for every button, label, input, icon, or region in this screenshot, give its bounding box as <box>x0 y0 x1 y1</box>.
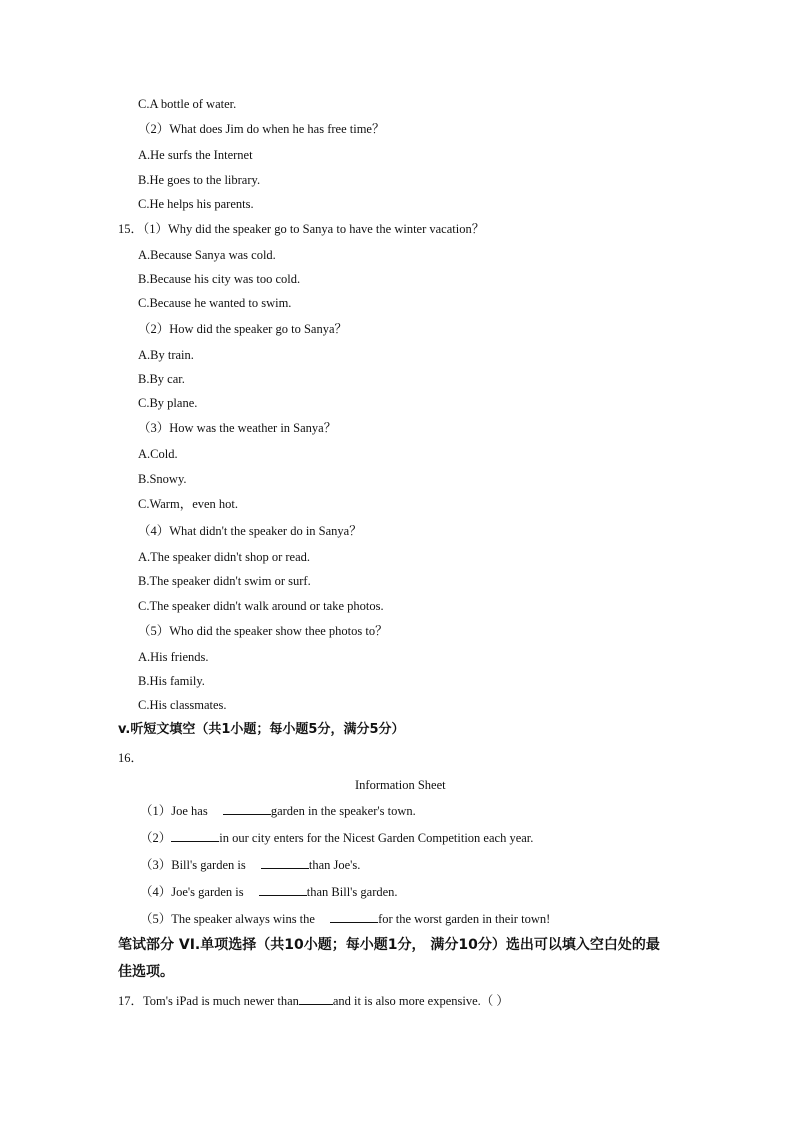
option-a: A.Because Sanya was cold. <box>138 248 276 262</box>
answer-blank[interactable] <box>299 992 333 1005</box>
option-b: B.His family. <box>138 674 205 688</box>
item-text: （3）Bill's garden is <box>140 858 246 872</box>
answer-blank[interactable] <box>171 829 219 842</box>
option-c: C.The speaker didn't walk around or take photos. <box>138 599 384 613</box>
section-heading: 笔试部分 VI.单项选择（共10小题；每小题1分， 满分10分）选出可以填入空白处的最 <box>118 937 660 953</box>
option-a: A.By train. <box>138 348 194 362</box>
answer-blank[interactable] <box>259 883 307 896</box>
option-b: B.Snowy. <box>138 472 187 486</box>
option-c: C.A bottle of water. <box>138 97 237 111</box>
option-a: A.His friends. <box>138 650 209 664</box>
fill-item-5 <box>140 910 550 927</box>
sheet-title: Information Sheet <box>355 778 446 792</box>
option-b: B.By car. <box>138 372 185 386</box>
section-heading: v.听短文填空（共1小题；每小题5分，满分5分） <box>118 722 405 737</box>
question-15-1: 15．（1）Why did the speaker go to Sanya to have the winter vacation？ <box>118 222 485 236</box>
question-15-3: （3）How was the weather in Sanya？ <box>138 421 337 435</box>
question-text: and it is also more expensive.（ ） <box>332 994 509 1008</box>
question-15-2: （2）How did the speaker go to Sanya？ <box>138 322 347 336</box>
option-b: B.The speaker didn't swim or surf. <box>138 574 311 588</box>
item-text: （1）Joe has <box>140 804 208 818</box>
option-b: B.He goes to the library. <box>138 173 261 187</box>
question-15-4: （4）What didn't the speaker do in Sanya？ <box>138 524 362 538</box>
item-text: （2） <box>140 831 172 845</box>
option-c: C.His classmates. <box>138 698 227 712</box>
fill-item-4 <box>140 883 398 900</box>
answer-blank[interactable] <box>261 856 309 869</box>
option-c: C.Warm，even hot. <box>138 497 239 511</box>
answer-blank[interactable] <box>330 910 378 923</box>
fill-item-1 <box>140 802 416 819</box>
question-text: （2）What does Jim do when he has free time？ <box>138 122 385 136</box>
option-c: C.He helps his parents. <box>138 197 254 211</box>
item-text: （4）Joe's garden is <box>140 885 244 899</box>
section-heading-cont: 佳选项。 <box>118 964 174 980</box>
question-17 <box>118 992 509 1009</box>
answer-blank[interactable] <box>223 802 271 815</box>
option-c: C.By plane. <box>138 396 198 410</box>
option-a: A.The speaker didn't shop or read. <box>138 550 310 564</box>
option-c: C.Because he wanted to swim. <box>138 296 292 310</box>
option-a: A.Cold. <box>138 447 178 461</box>
item-text: than Bill's garden. <box>306 885 398 899</box>
question-text: 17．Tom's iPad is much newer than <box>118 994 299 1008</box>
item-text: （5）The speaker always wins the <box>140 912 315 926</box>
option-a: A.He surfs the Internet <box>138 148 253 162</box>
option-b: B.Because his city was too cold. <box>138 272 301 286</box>
fill-item-3 <box>140 856 360 873</box>
item-text: garden in the speaker's town. <box>270 804 416 818</box>
fill-item-2 <box>140 829 533 846</box>
question-15-5: （5）Who did the speaker show thee photos to？ <box>138 624 388 638</box>
item-text: than Joe's. <box>308 858 361 872</box>
item-text: for the worst garden in their town! <box>378 912 551 926</box>
item-text: in our city enters for the Nicest Garden Competition each year. <box>219 831 534 845</box>
question-number: 16． <box>118 751 144 765</box>
